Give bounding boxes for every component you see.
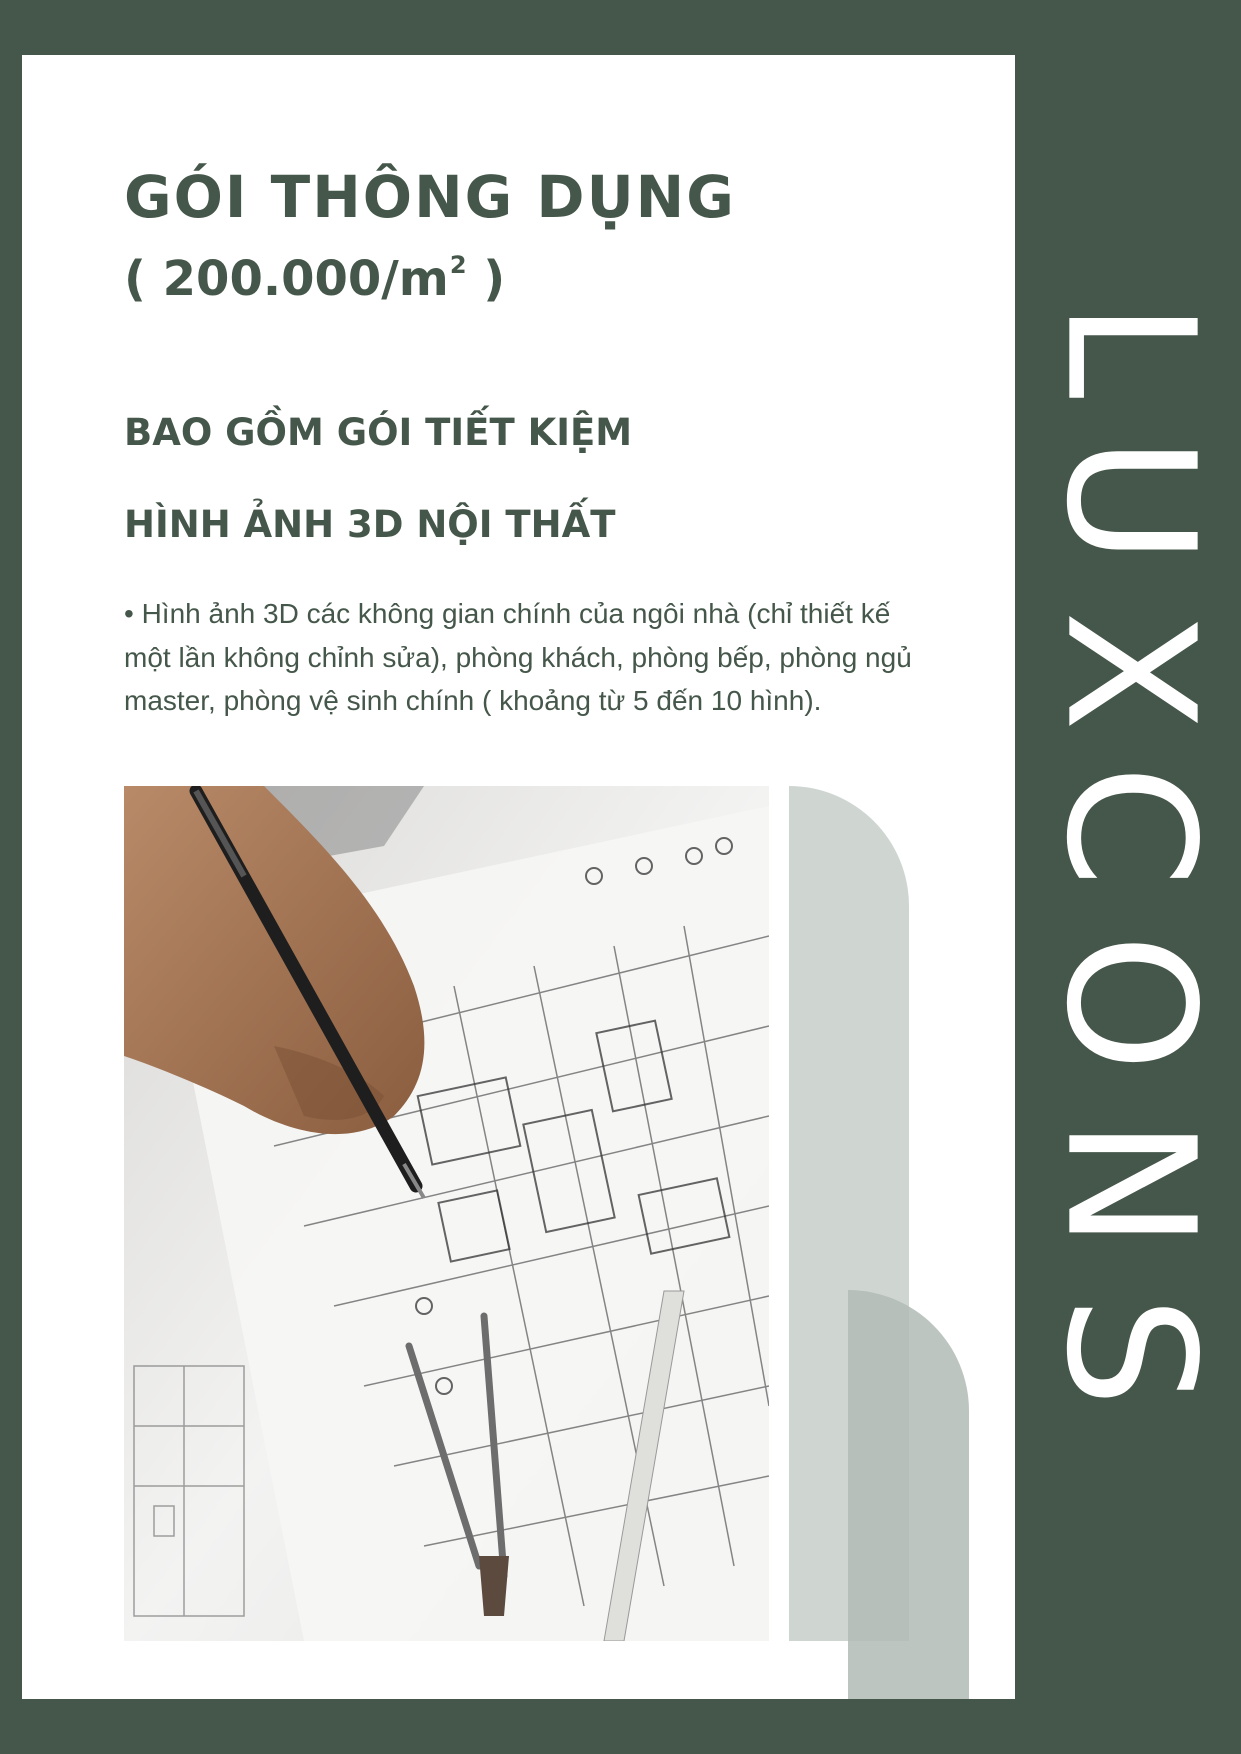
blueprint-illustration [124,786,769,1641]
price-close: ) [466,251,506,307]
blueprint-photo [124,786,769,1641]
package-title: GÓI THÔNG DỤNG [124,163,736,231]
feature-heading: HÌNH ẢNH 3D NỘI THẤT [124,503,616,546]
includes-heading: BAO GỒM GÓI TIẾT KIỆM [124,411,633,454]
decorative-arch-small [848,1290,969,1699]
content-panel [22,55,1015,1699]
price-value: ( 200.000/m [124,251,449,307]
package-price [124,251,505,307]
brand-sidebar [1018,55,1241,1699]
brand-name: LUXCONS [1027,300,1233,1454]
feature-description: • Hình ảnh 3D các không gian chính của ngôi nhà (chỉ thiết kế một lần không chỉnh sửa), phòng khách, phòng bếp, phòng ngủ master, phòng vệ sinh chính ( khoảng từ 5 đến 10 hình). [124,598,912,716]
price-unit-exponent: 2 [449,251,467,279]
